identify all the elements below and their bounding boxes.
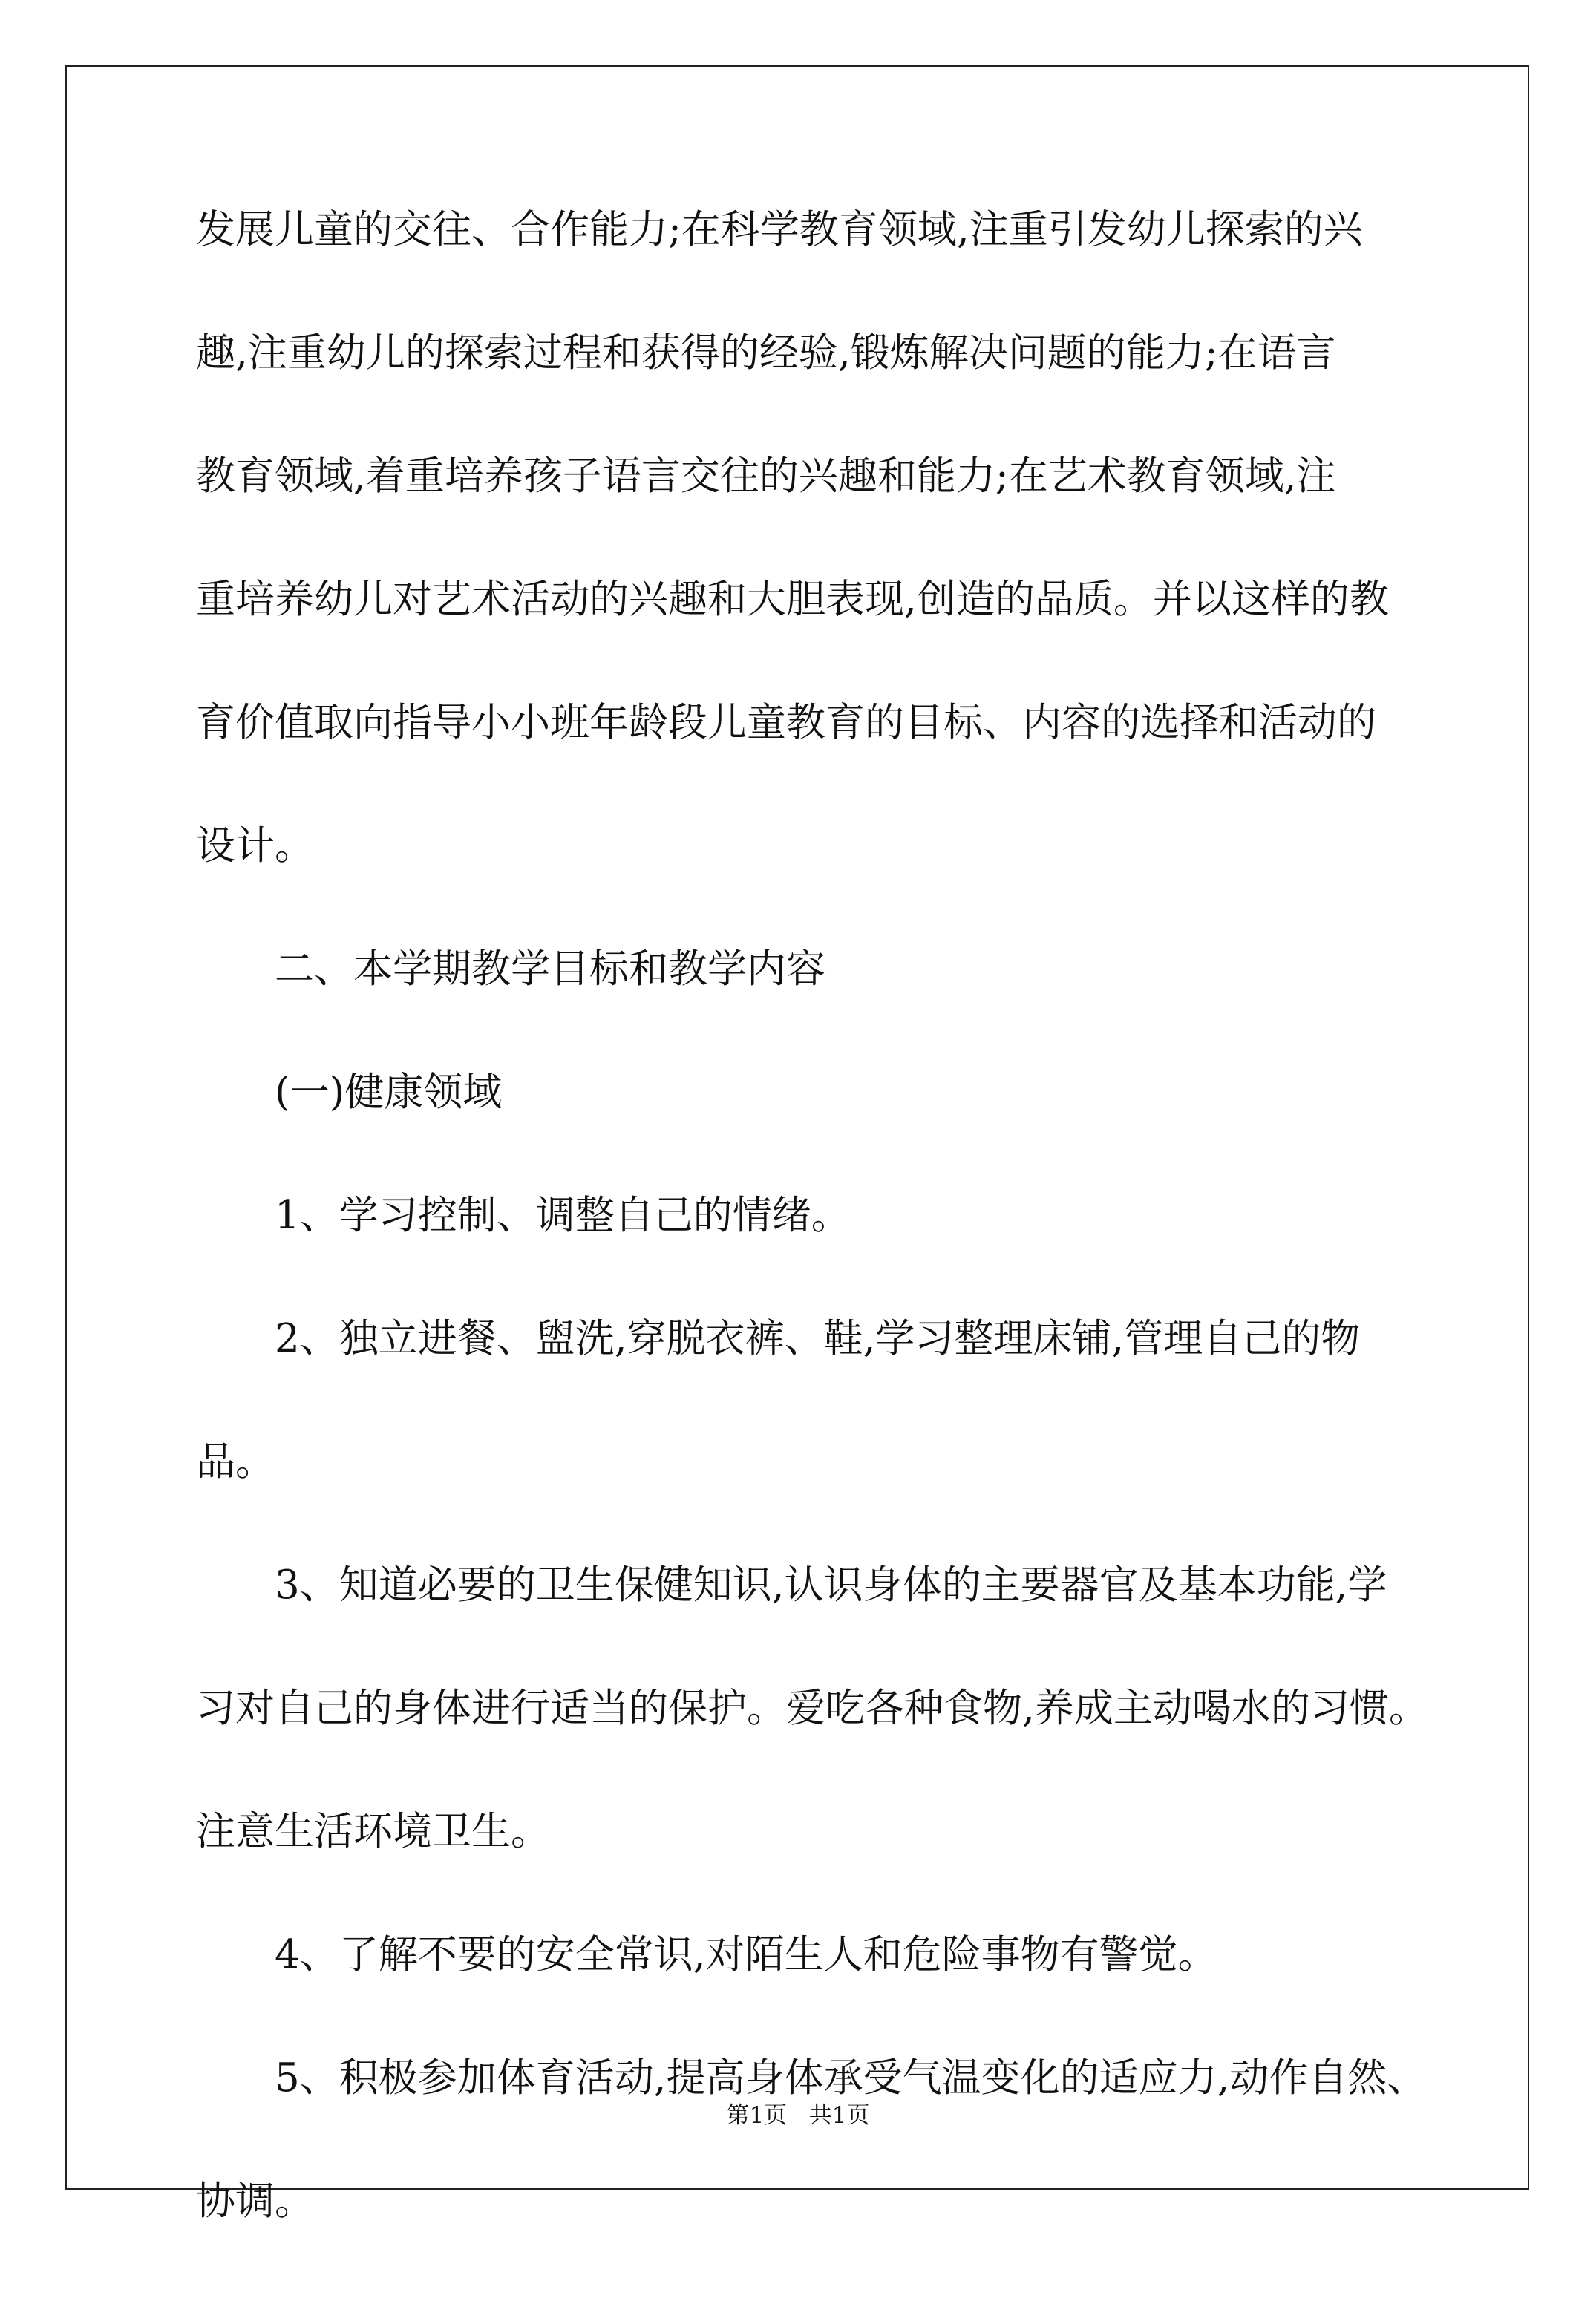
section-heading: 二、本学期教学目标和教学内容: [275, 946, 825, 992]
text-line: 习对自己的身体进行适当的保护。爱吃各种食物,养成主动喝水的习惯。: [196, 1686, 1428, 1731]
text-line: 发展儿童的交往、合作能力;在科学教育领域,注重引发幼儿探索的兴: [196, 207, 1363, 252]
list-item: 3、知道必要的卫生保健知识,认识身体的主要器官及基本功能,学: [275, 1562, 1387, 1608]
text-line: 重培养幼儿对艺术活动的兴趣和大胆表现,创造的品质。并以这样的教: [196, 577, 1389, 622]
list-item: 2、独立进餐、盥洗,穿脱衣裤、鞋,学习整理床铺,管理自己的物: [275, 1316, 1361, 1361]
text-line: 育价值取向指导小小班年龄段儿童教育的目标、内容的选择和活动的: [196, 700, 1376, 745]
text-line: 协调。: [196, 2179, 314, 2224]
subsection-heading: (一)健康领域: [275, 1070, 503, 1115]
text-line: 设计。: [196, 823, 314, 868]
list-item: 5、积极参加体育活动,提高身体承受气温变化的适应力,动作自然、: [275, 2055, 1427, 2101]
text-line: 注意生活环境卫生。: [196, 1809, 550, 1854]
list-item: 4、了解不要的安全常识,对陌生人和危险事物有警觉。: [275, 1932, 1217, 1977]
page-number: 第1页 共1页: [726, 2102, 870, 2129]
text-line: 教育领域,着重培养孩子语言交往的兴趣和能力;在艺术教育领域,注: [196, 454, 1336, 499]
document-body: [196, 207, 1428, 2304]
text-line: 品。: [196, 1439, 275, 1485]
text-line: 趣,注重幼儿的探索过程和获得的经验,锻炼解决问题的能力;在语言: [196, 330, 1336, 376]
list-item: 1、学习控制、调整自己的情绪。: [275, 1193, 851, 1238]
